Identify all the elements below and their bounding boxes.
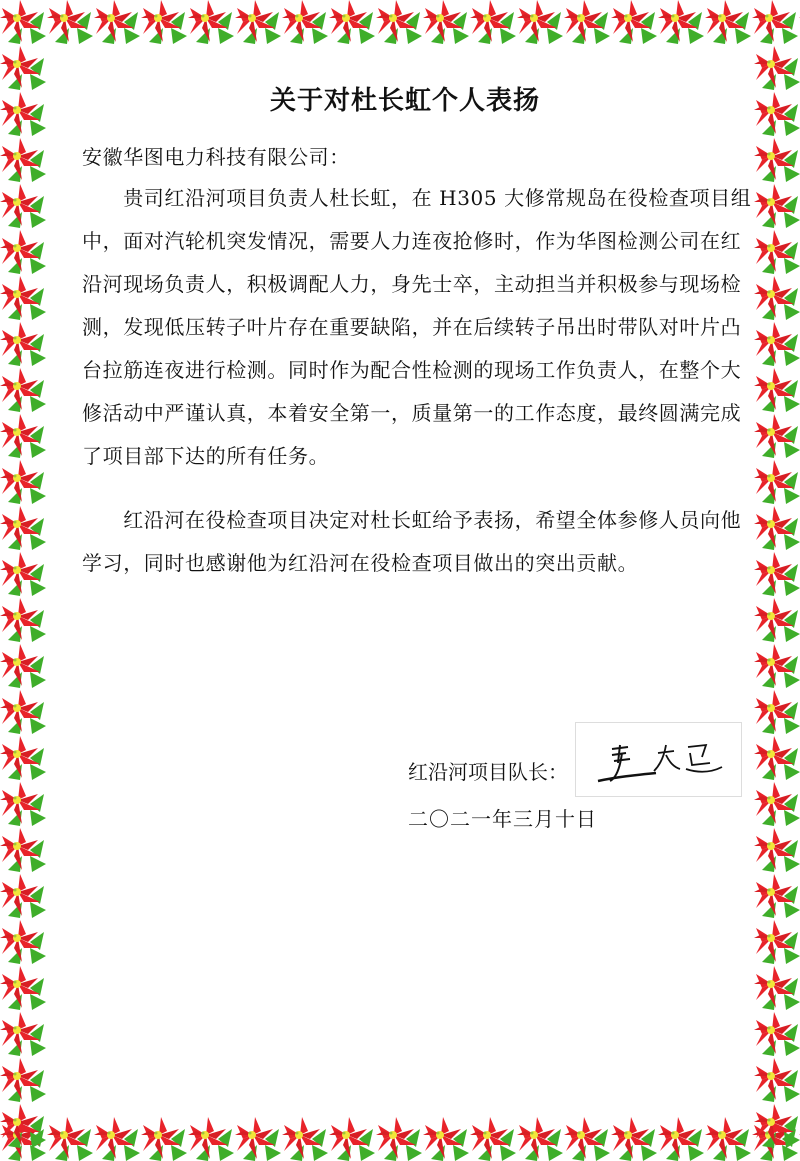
poinsettia-icon — [0, 0, 46, 44]
poinsettia-icon — [329, 0, 375, 44]
poinsettia-icon — [0, 920, 46, 964]
poinsettia-icon — [754, 690, 800, 734]
page-title: 关于对杜长虹个人表扬 — [269, 86, 540, 116]
poinsettia-icon — [0, 184, 46, 228]
poinsettia-icon — [329, 1117, 375, 1161]
poinsettia-icon — [611, 1117, 657, 1161]
body-line: 学习，同时也感谢他为红沿河在役检查项目做出的突出贡献。 — [82, 551, 639, 575]
poinsettia-icon — [517, 0, 563, 44]
poinsettia-icon — [754, 644, 800, 688]
poinsettia-icon — [754, 920, 800, 964]
poinsettia-icon — [470, 1117, 516, 1161]
poinsettia-icon — [0, 736, 46, 780]
poinsettia-icon — [0, 782, 46, 826]
poinsettia-icon — [0, 690, 46, 734]
poinsettia-icon — [754, 276, 800, 320]
poinsettia-icon — [754, 1012, 800, 1056]
poinsettia-icon — [754, 460, 800, 504]
poinsettia-icon — [376, 0, 422, 44]
poinsettia-icon — [0, 828, 46, 872]
poinsettia-icon — [754, 828, 800, 872]
poinsettia-icon — [0, 230, 46, 274]
poinsettia-icon — [0, 966, 46, 1010]
poinsettia-icon — [0, 552, 46, 596]
poinsettia-icon — [754, 966, 800, 1010]
poinsettia-icon — [0, 414, 46, 458]
poinsettia-icon — [754, 598, 800, 642]
poinsettia-icon — [754, 184, 800, 228]
poinsettia-icon — [0, 1058, 46, 1102]
poinsettia-icon — [282, 1117, 328, 1161]
poinsettia-icon — [0, 368, 46, 412]
greeting: 安徽华图电力科技有限公司： — [82, 145, 350, 169]
poinsettia-icon — [235, 0, 281, 44]
poinsettia-icon — [423, 1117, 469, 1161]
poinsettia-icon — [0, 644, 46, 688]
poinsettia-icon — [754, 138, 800, 182]
body-line: 修活动中严谨认真，本着安全第一，质量第一的工作态度，最终圆满完成 — [82, 401, 742, 425]
poinsettia-icon — [754, 414, 800, 458]
poinsettia-icon — [754, 322, 800, 366]
poinsettia-icon — [754, 736, 800, 780]
poinsettia-icon — [282, 0, 328, 44]
poinsettia-icon — [754, 230, 800, 274]
body-line: 台拉筋连夜进行检测。同时作为配合性检测的现场工作负责人，在整个大 — [82, 358, 742, 382]
poinsettia-icon — [47, 1117, 93, 1161]
poinsettia-icon — [188, 0, 234, 44]
body-line: 红沿河在役检查项目决定对杜长虹给予表扬，希望全体参修人员向他 — [82, 508, 742, 532]
body-line: 贵司红沿河项目负责人杜长虹，在 H305 大修常规岛在役检查项目组 — [82, 186, 752, 210]
poinsettia-icon — [0, 276, 46, 320]
body-line: 测，发现低压转子叶片存在重要缺陷，并在后续转子吊出时带队对叶片凸 — [82, 315, 742, 339]
poinsettia-icon — [188, 1117, 234, 1161]
poinsettia-icon — [376, 1117, 422, 1161]
poinsettia-icon — [754, 874, 800, 918]
poinsettia-icon — [754, 1058, 800, 1102]
signature-label: 红沿河项目队长： — [408, 760, 568, 784]
poinsettia-icon — [423, 0, 469, 44]
body-line: 了项目部下达的所有任务。 — [82, 444, 330, 468]
poinsettia-icon — [0, 506, 46, 550]
poinsettia-icon — [564, 0, 610, 44]
poinsettia-icon — [754, 506, 800, 550]
poinsettia-icon — [94, 0, 140, 44]
poinsettia-icon — [141, 1117, 187, 1161]
handwritten-signature — [575, 722, 742, 797]
poinsettia-icon — [611, 0, 657, 44]
poinsettia-icon — [235, 1117, 281, 1161]
poinsettia-icon — [754, 552, 800, 596]
poinsettia-icon — [0, 1012, 46, 1056]
poinsettia-icon — [141, 0, 187, 44]
poinsettia-icon — [754, 782, 800, 826]
poinsettia-icon — [564, 1117, 610, 1161]
poinsettia-icon — [658, 1117, 704, 1161]
poinsettia-icon — [0, 598, 46, 642]
poinsettia-icon — [0, 874, 46, 918]
poinsettia-icon — [0, 460, 46, 504]
poinsettia-icon — [0, 138, 46, 182]
body-line: 中，面对汽轮机突发情况，需要人力连夜抢修时，作为华图检测公司在红 — [82, 229, 742, 253]
poinsettia-icon — [705, 1117, 751, 1161]
poinsettia-icon — [47, 0, 93, 44]
poinsettia-icon — [94, 1117, 140, 1161]
poinsettia-icon — [517, 1117, 563, 1161]
poinsettia-icon — [0, 322, 46, 366]
date: 二〇二一年三月十日 — [408, 807, 597, 831]
poinsettia-icon — [470, 0, 516, 44]
poinsettia-icon — [754, 368, 800, 412]
poinsettia-icon — [705, 0, 751, 44]
poinsettia-icon — [752, 0, 798, 44]
poinsettia-icon — [658, 0, 704, 44]
body-line: 沿河现场负责人，积极调配人力，身先士卒，主动担当并积极参与现场检 — [82, 272, 742, 296]
